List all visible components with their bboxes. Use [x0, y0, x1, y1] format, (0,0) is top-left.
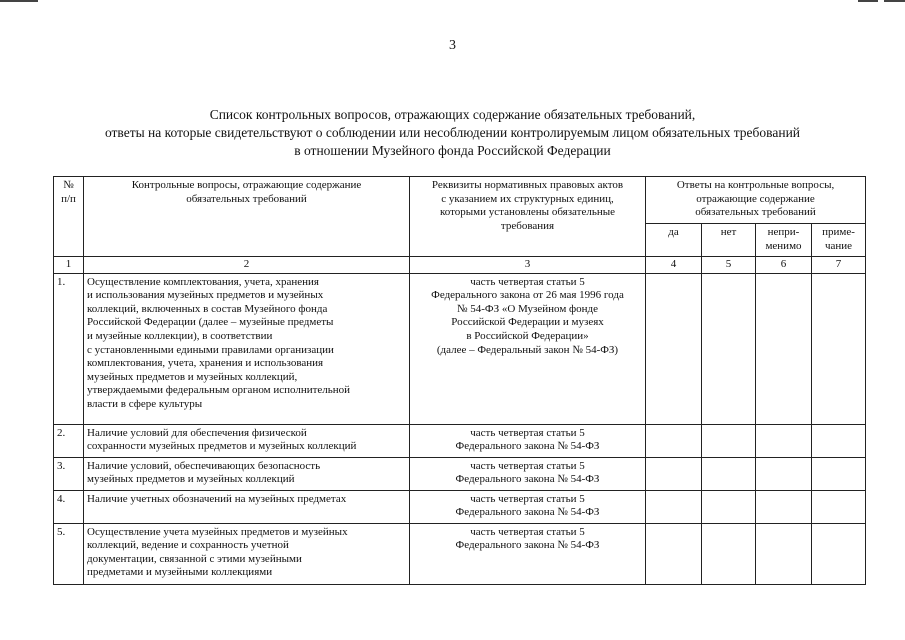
answer-note-cell [812, 490, 866, 523]
checklist-table [53, 176, 866, 585]
answer-yes-cell [646, 273, 702, 424]
page-number: 3 [449, 38, 456, 53]
header-not-applicable: непри- менимо [756, 224, 812, 257]
answer-note-cell [812, 457, 866, 490]
legal-requisites: часть четвертая статьи 5 Федерального закона от 26 мая 1996 года № 54-ФЗ «О Музейном фонде Российской Федерации и музеях в Российской Федерации» (далее – Федеральный закон № 54-ФЗ) [410, 273, 646, 424]
table-row [54, 424, 866, 457]
table-row [54, 457, 866, 490]
answer-not-applicable-cell [756, 523, 812, 584]
answer-yes-cell [646, 424, 702, 457]
column-number: 5 [702, 257, 756, 274]
answer-not-applicable-cell [756, 424, 812, 457]
table-row [54, 523, 866, 584]
answer-note-cell [812, 523, 866, 584]
answer-not-applicable-cell [756, 457, 812, 490]
row-number: 2. [54, 424, 84, 457]
column-number: 6 [756, 257, 812, 274]
control-question: Осуществление учета музейных предметов и музейных коллекций, ведение и сохранность учетной документации, связанной с этими музейными предметами и музейными коллекциями [84, 523, 410, 584]
column-number: 3 [410, 257, 646, 274]
answer-no-cell [702, 457, 756, 490]
answer-no-cell [702, 490, 756, 523]
column-number: 2 [84, 257, 410, 274]
answer-no-cell [702, 523, 756, 584]
legal-requisites: часть четвертая статьи 5 Федерального закона № 54-ФЗ [410, 523, 646, 584]
scan-edge-mark [884, 0, 905, 2]
column-number-row [54, 257, 866, 274]
answer-not-applicable-cell [756, 273, 812, 424]
scan-edge-mark [858, 0, 878, 2]
answer-yes-cell [646, 457, 702, 490]
header-no: нет [702, 224, 756, 257]
document-title-line: в отношении Музейного фонда Российской Федерации [294, 143, 611, 158]
header-questions: Контрольные вопросы, отражающие содержание обязательных требований [84, 177, 410, 257]
document-title-line: ответы на которые свидетельствуют о соблюдении или несоблюдении контролируемым лицом обязательных требований [104, 125, 801, 140]
table-row [54, 490, 866, 523]
document-title-line: Список контрольных вопросов, отражающих содержание обязательных требований, [209, 107, 696, 122]
answer-yes-cell [646, 490, 702, 523]
column-number: 1 [54, 257, 84, 274]
header-note: приме- чание [812, 224, 866, 257]
answer-note-cell [812, 424, 866, 457]
row-number: 5. [54, 523, 84, 584]
column-number: 4 [646, 257, 702, 274]
control-question: Осуществление комплектования, учета, хранения и использования музейных предметов и музейных коллекций, включенных в состав Музейного фонда Российской Федерации (далее – музейные предметы и музейные коллекции), в соответствии с установленными едиными правилами организации комплектования, учета, хранения и использования музейных предметов и музейных коллекций, утверждаемыми федеральным органом исполнительной власти в сфере культуры [84, 273, 410, 424]
answer-yes-cell [646, 523, 702, 584]
answer-no-cell [702, 273, 756, 424]
table-row [54, 273, 866, 424]
control-question: Наличие учетных обозначений на музейных предметах [84, 490, 410, 523]
scan-edge-mark [0, 0, 38, 2]
header-yes: да [646, 224, 702, 257]
control-question: Наличие условий, обеспечивающих безопасность музейных предметов и музейных коллекций [84, 457, 410, 490]
header-answers-group: Ответы на контрольные вопросы, отражающие содержание обязательных требований [646, 177, 866, 224]
control-question: Наличие условий для обеспечения физической сохранности музейных предметов и музейных коллекций [84, 424, 410, 457]
legal-requisites: часть четвертая статьи 5 Федерального закона № 54-ФЗ [410, 457, 646, 490]
legal-requisites: часть четвертая статьи 5 Федерального закона № 54-ФЗ [410, 490, 646, 523]
header-requisites: Реквизиты нормативных правовых актов с указанием их структурных единиц, которыми установлены обязательные требования [410, 177, 646, 257]
answer-no-cell [702, 424, 756, 457]
answer-not-applicable-cell [756, 490, 812, 523]
row-number: 3. [54, 457, 84, 490]
row-number: 1. [54, 273, 84, 424]
column-number: 7 [812, 257, 866, 274]
header-number: № п/п [54, 177, 84, 257]
legal-requisites: часть четвертая статьи 5 Федерального закона № 54-ФЗ [410, 424, 646, 457]
answer-note-cell [812, 273, 866, 424]
row-number: 4. [54, 490, 84, 523]
